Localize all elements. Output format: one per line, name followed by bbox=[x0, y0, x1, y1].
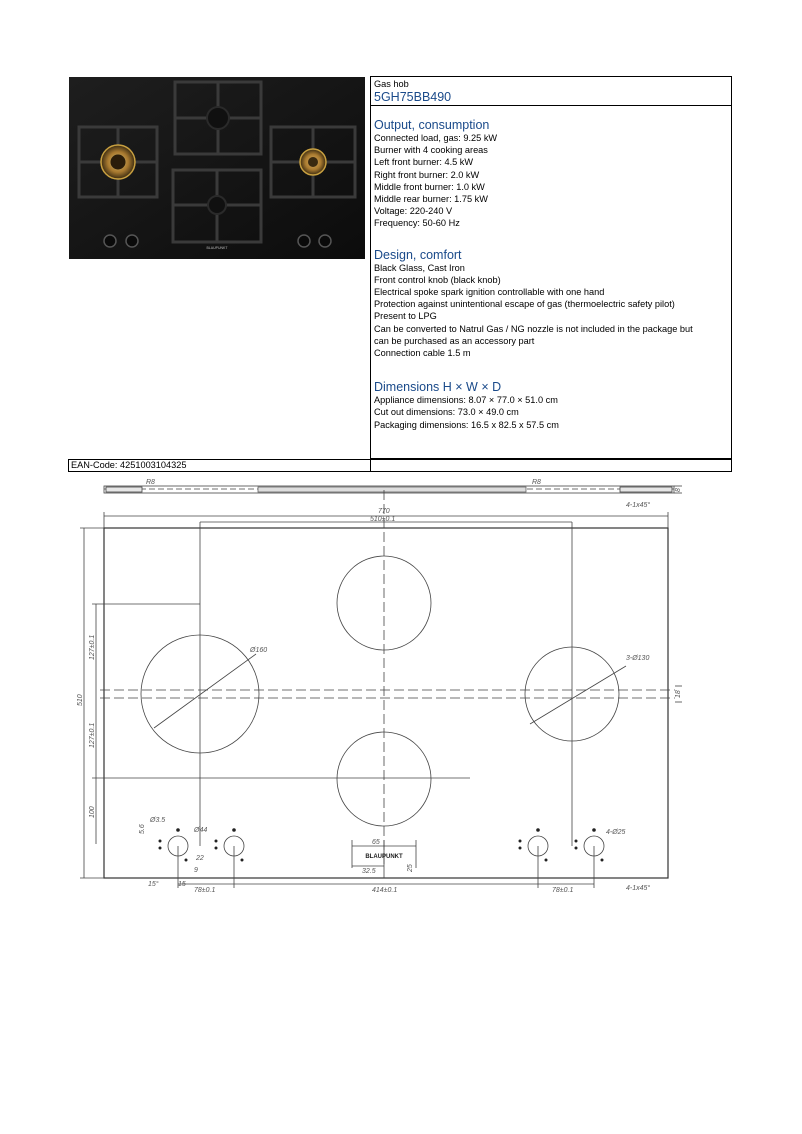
spec-line: can be purchased as an accessory part bbox=[374, 335, 535, 346]
label-r8-right: R8 bbox=[532, 479, 541, 486]
label-thickness: 8 bbox=[675, 488, 682, 492]
spec-line: Middle rear burner: 1.75 kW bbox=[374, 194, 488, 205]
label-logo-height: 25 bbox=[407, 864, 414, 872]
spec-line: Cut out dimensions: 73.0 × 49.0 cm bbox=[374, 407, 519, 418]
spec-line: Appliance dimensions: 8.07 × 77.0 × 51.0 cm bbox=[374, 395, 558, 406]
product-photo-cell bbox=[68, 76, 368, 459]
spec-line: Voltage: 220-240 V bbox=[374, 206, 453, 217]
label-logo-half: 32.5 bbox=[362, 868, 376, 875]
label-big-burner: Ø160 bbox=[250, 647, 268, 654]
design-lines bbox=[374, 262, 728, 360]
label-pin-spacing: 5.6 bbox=[139, 824, 146, 834]
label-height: 510 bbox=[77, 694, 84, 706]
product-category: Gas hob bbox=[374, 79, 409, 89]
label-angle: 15° bbox=[148, 881, 159, 888]
label-knob-v3: 15 bbox=[178, 881, 186, 888]
label-knob-span: 414±0.1 bbox=[372, 887, 398, 894]
burner-bottom bbox=[208, 196, 226, 214]
spec-line: Frequency: 50-60 Hz bbox=[374, 218, 460, 229]
spec-sheet bbox=[68, 76, 732, 472]
label-bottom-offset: 100 bbox=[89, 806, 96, 818]
label-corner-top: 4-1x45° bbox=[626, 502, 651, 509]
spec-line: Connected load, gas: 9.25 kW bbox=[374, 133, 498, 143]
ean-row bbox=[68, 459, 732, 472]
spec-line: Protection against unintentional escape of gas (thermoelectric safety pilot) bbox=[374, 299, 675, 310]
spec-line: Connection cable 1.5 m bbox=[374, 348, 471, 359]
product-photo bbox=[69, 77, 365, 259]
dimensions-section-title: Dimensions H × W × D bbox=[374, 380, 502, 395]
spec-line: Packaging dimensions: 16.5 x 82.5 x 57.5 cm bbox=[374, 419, 559, 430]
spec-line: Can be converted to Natrul Gas / NG nozzle is not included in the package but bbox=[374, 323, 693, 334]
label-r8-left: R8 bbox=[146, 479, 155, 486]
label-knob-hole: Ø44 bbox=[194, 827, 208, 834]
spec-line: Burner with 4 cooking areas bbox=[374, 145, 488, 156]
output-lines bbox=[374, 132, 728, 230]
product-model: 5GH75BB490 bbox=[374, 90, 452, 105]
label-lower-offset: 127±0.1 bbox=[89, 722, 96, 748]
label-center-mark: 18 bbox=[675, 690, 682, 698]
label-knob-pitch-left: 78±0.1 bbox=[194, 887, 216, 894]
label-logo-width: 65 bbox=[372, 839, 380, 846]
spec-line: Front control knob (black knob) bbox=[374, 274, 501, 285]
spec-line: Right front burner: 2.0 kW bbox=[374, 169, 480, 180]
label-corner-bottom: 4-1x45° bbox=[626, 885, 651, 892]
spec-line: Electrical spoke spark ignition controllable with one hand bbox=[374, 287, 605, 298]
label-upper-offset: 127±0.1 bbox=[89, 634, 96, 660]
technical-drawing bbox=[60, 476, 700, 896]
label-pin-hole: Ø3.5 bbox=[150, 817, 166, 824]
label-small-burners: 3-Ø130 bbox=[626, 655, 650, 662]
output-section-title: Output, consumption bbox=[374, 118, 490, 132]
label-knob-pitch-right: 78±0.1 bbox=[552, 887, 574, 894]
label-holes-right: 4-Ø25 bbox=[606, 829, 626, 836]
spec-panel bbox=[370, 76, 732, 459]
photo-brand-logo: BLAUPUNKT bbox=[206, 246, 228, 250]
spec-line: Left front burner: 4.5 kW bbox=[374, 157, 474, 168]
label-knob-v2: 9 bbox=[194, 867, 198, 874]
label-width: 770 bbox=[378, 508, 390, 515]
label-burner-spacing: 510±0.1 bbox=[370, 516, 396, 523]
dimensions-lines bbox=[374, 394, 728, 431]
label-knob-v1: 22 bbox=[196, 855, 204, 862]
product-header bbox=[371, 77, 731, 106]
spec-line: Present to LPG bbox=[374, 311, 437, 322]
design-section-title: Design, comfort bbox=[374, 247, 462, 262]
ean-code: EAN-Code: 4251003104325 bbox=[69, 460, 371, 471]
spec-line: Black Glass, Cast Iron bbox=[374, 262, 465, 273]
drawing-brand-logo: BLAUPUNKT bbox=[365, 854, 403, 860]
spec-line: Middle front burner: 1.0 kW bbox=[374, 181, 485, 192]
burner-top bbox=[207, 107, 229, 129]
